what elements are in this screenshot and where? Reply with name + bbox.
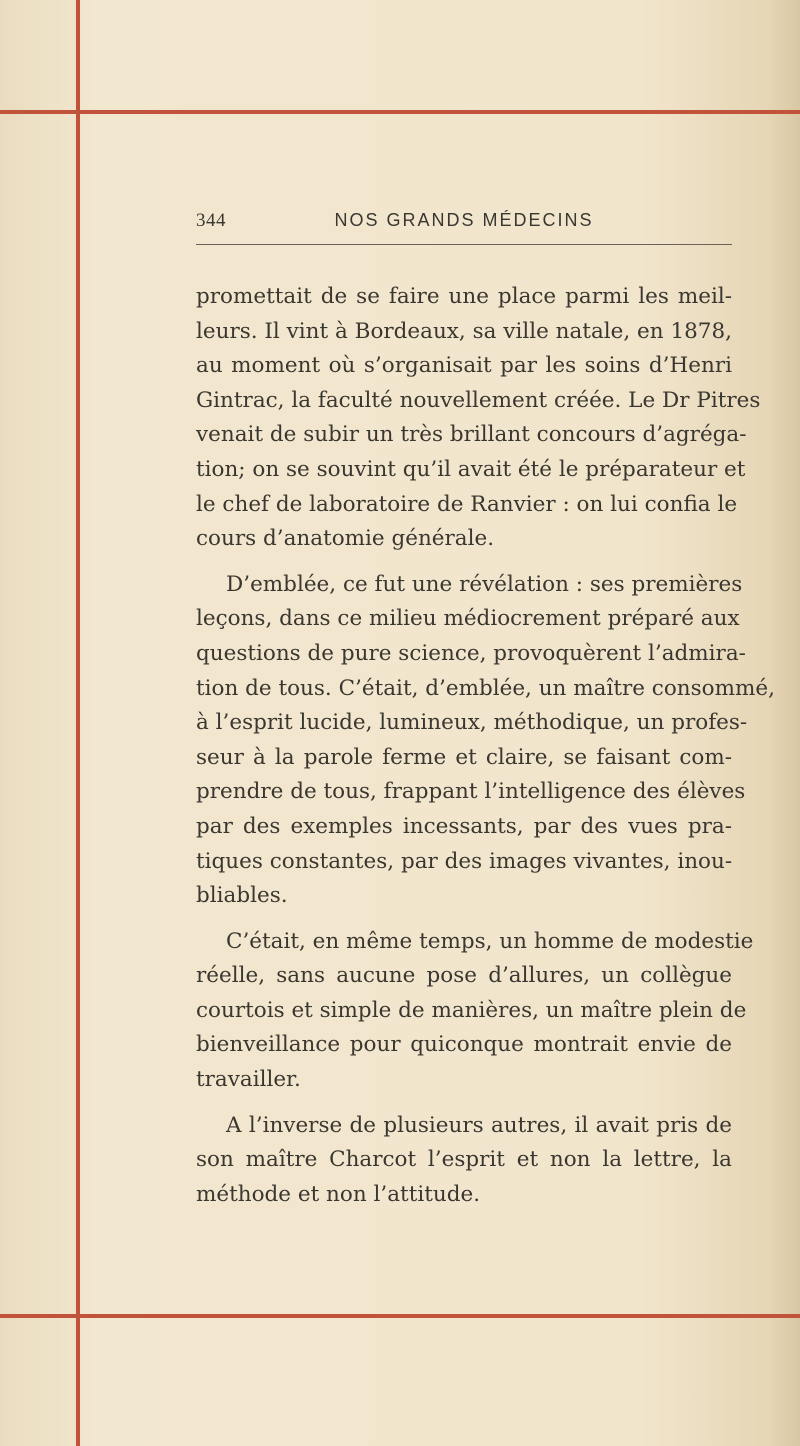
text-line: réelle, sans aucune pose d’allures, un collègue xyxy=(196,963,732,989)
header-divider xyxy=(196,244,732,245)
text-line: à l’esprit lucide, lumineux, méthodique, un profes- xyxy=(196,710,748,736)
text-line: par des exemples incessants, par des vues pra- xyxy=(196,813,732,839)
top-margin-rule xyxy=(0,110,800,114)
text-line: questions de pure science, provoquèrent l’admira- xyxy=(196,640,746,666)
text-line: courtois et simple de manières, un maître plein de xyxy=(196,997,747,1023)
page-number: 344 xyxy=(196,210,226,231)
text-line: leurs. Il vint à Bordeaux, sa ville natale, en 1878, xyxy=(196,318,732,344)
paragraph xyxy=(196,568,775,914)
text-line: Gintrac, la faculté nouvellement créée. Le Dr Pitres xyxy=(196,387,761,413)
paragraph xyxy=(196,280,761,557)
vertical-margin-rule xyxy=(76,0,80,1446)
running-head xyxy=(196,210,732,240)
text-line: tion; on se souvint qu’il avait été le préparateur et xyxy=(196,456,746,482)
body-text xyxy=(196,280,775,1212)
text-line: C’était, en même temps, un homme de modestie xyxy=(226,928,754,954)
text-line: son maître Charcot l’esprit et non la lettre, la xyxy=(196,1147,732,1173)
text-line: promettait de se faire une place parmi les meil- xyxy=(196,284,732,309)
text-line: bienveillance pour quiconque montrait envie de xyxy=(196,1032,732,1058)
text-line: venait de subir un très brillant concours d’agréga- xyxy=(196,422,747,448)
text-line: cours d’anatomie générale. xyxy=(196,526,495,552)
text-line: A l’inverse de plusieurs autres, il avait pris de xyxy=(226,1112,732,1138)
text-line: au moment où s’organisait par les soins d’Henri xyxy=(196,353,732,379)
text-line: D’emblée, ce fut une révélation : ses premières xyxy=(226,571,743,597)
text-line: tion de tous. C’était, d’emblée, un maître consommé, xyxy=(196,675,775,701)
paragraph xyxy=(196,1109,732,1213)
text-line: tiques constantes, par des images vivantes, inou- xyxy=(196,848,733,874)
text-line: prendre de tous, frappant l’intelligence des élèves xyxy=(196,779,746,805)
bottom-margin-rule xyxy=(0,1314,800,1318)
paragraph xyxy=(196,925,754,1098)
text-line: méthode et non l’attitude. xyxy=(196,1181,481,1207)
text-line: leçons, dans ce milieu médiocrement préparé aux xyxy=(196,606,740,632)
running-title: NOS GRANDS MÉDECINS xyxy=(334,210,594,230)
text-line: le chef de laboratoire de Ranvier : on lui confia le xyxy=(196,491,738,517)
text-line: travailler. xyxy=(196,1067,301,1093)
text-line: seur à la parole ferme et claire, se faisant com- xyxy=(196,744,732,770)
text-line: bliables. xyxy=(196,883,288,909)
